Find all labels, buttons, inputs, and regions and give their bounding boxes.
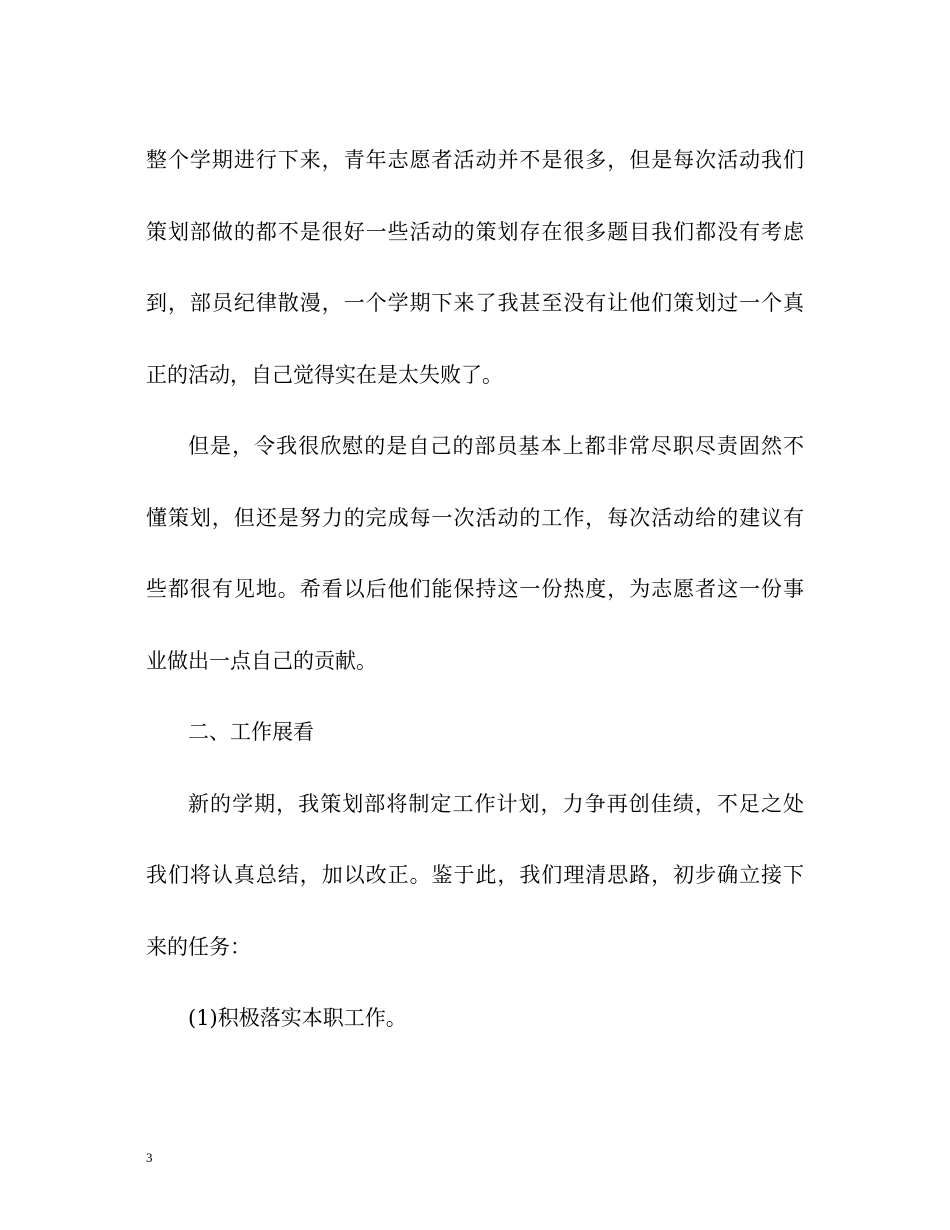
text-line: 到，部员纪律散漫，一个学期下来了我甚至没有让他们策划过一个真: [146, 291, 804, 315]
section-heading-text: 二、工作展看: [188, 720, 314, 744]
text-line: 我们将认真总结，加以改正。鉴于此，我们理清思路，初步确立接下: [146, 863, 804, 887]
text-line: 策划部做的都不是很好一些活动的策划存在很多题目我们都没有考虑: [146, 219, 804, 244]
paragraph-1: [146, 125, 804, 411]
text-line: 但是，令我很欣慰的是自己的部员基本上都非常尽职尽责固然不: [188, 434, 804, 458]
paragraph-2: [146, 411, 804, 697]
text-line: 新的学期，我策划部将制定工作计划，力争再创佳绩，不足之处: [188, 791, 804, 816]
text-line: 些都很有见地。希看以后他们能保持这一份热度，为志愿者这一份事: [146, 577, 804, 601]
text-line: 正的活动，自己觉得实在是太失败了。: [146, 362, 503, 387]
text-line: 整个学期进行下来，青年志愿者活动并不是很多，但是每次活动我们: [146, 148, 804, 172]
section-heading: [146, 697, 804, 769]
page-number: 3: [146, 1150, 153, 1165]
text-line: 来的任务：: [146, 934, 251, 959]
paragraph-3: [146, 769, 804, 984]
body-text: [146, 125, 804, 1055]
list-item-1: [146, 983, 804, 1055]
text-line: 懂策划，但还是努力的完成每一次活动的工作，每次活动给的建议有: [146, 505, 804, 530]
list-item-text: (1)积极落实本职工作。: [188, 1006, 407, 1030]
text-line: 业做出一点自己的贡献。: [146, 648, 377, 673]
